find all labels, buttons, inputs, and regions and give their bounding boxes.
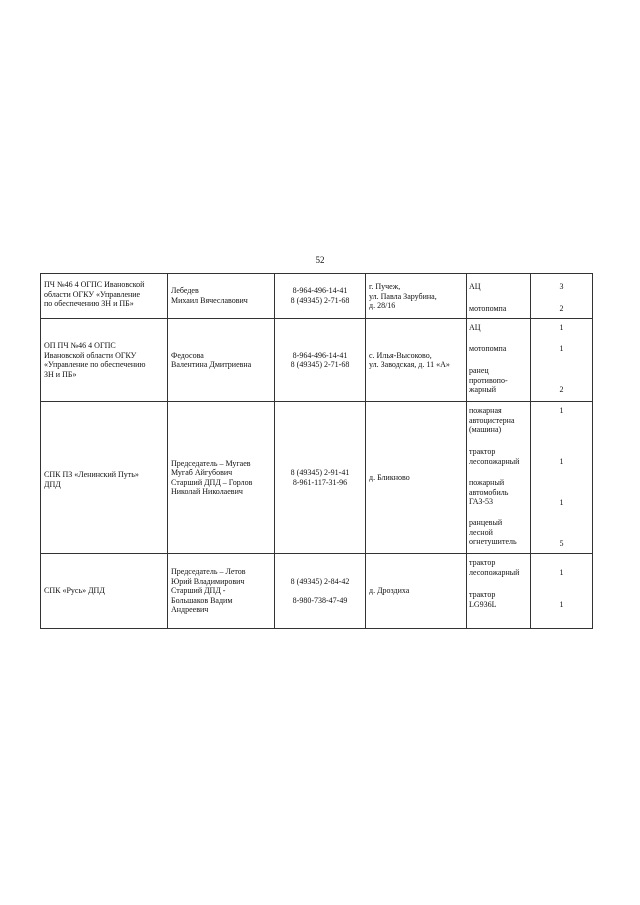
equipment-line: пожарная [469,406,502,415]
address-cell [366,274,467,319]
org-line: ПЧ №46 4 ОГПС Ивановской [44,280,145,289]
phone-cell [275,402,366,554]
phone-line: 8 (49345) 2-71-68 [290,295,350,305]
equipment-line: АЦ [469,323,481,332]
head-line: Большаков Вадим [171,595,233,605]
fire-units-table [40,273,593,629]
address-line: ул. Заводская, д. 11 «А» [369,360,450,369]
equipment-item [467,558,530,577]
equipment-line: трактор [469,558,496,567]
head-line: Лебедев [171,286,199,295]
equipment-count: 1 [559,600,564,609]
org-line: по обеспечению ЗН и ПБ» [44,299,134,308]
page-number: 52 [315,255,325,265]
address-cell [366,319,467,402]
org-cell [41,319,168,402]
head-line: Федосова [171,350,204,360]
equipment-line: автомобиль [469,487,509,497]
address-line: г. Пучеж, [369,282,401,291]
org-line: области ОГКУ «Управление [44,289,141,299]
org-line: ЗН и ПБ» [44,369,77,379]
equipment-line: огнетушитель [469,537,517,546]
head-line: Андреевич [171,605,209,615]
head-line: Председатель – Летов [171,567,246,577]
head-cell [168,319,275,402]
equipment-item [467,590,530,609]
address-line: ул. Павла Зарубина, [369,291,437,301]
equipment-line: трактор [469,590,496,599]
equipment-line: трактор [469,447,496,456]
equipment-item [467,344,530,354]
equipment-item [467,478,530,507]
equipment-item [467,323,530,333]
phone-line: 8-964-496-14-41 [292,286,348,295]
head-cell [168,402,275,554]
count-cell [531,402,593,554]
equipment-item [467,304,530,314]
count-cell [531,554,593,629]
address-cell [366,554,467,629]
phone-line: 8-961-117-31-96 [292,477,348,487]
address-line: д. 28/16 [369,301,396,310]
head-line: Старший ДПД – Горлов [171,477,253,487]
equipment-line: ГАЗ-53 [469,497,494,506]
table-row [41,402,593,554]
equipment-count: 1 [559,498,564,507]
equipment-item [467,282,530,292]
org-cell [41,402,168,554]
equipment-item [467,447,530,466]
equipment-item [467,406,530,435]
equipment-item [467,518,530,547]
table-row [41,319,593,402]
org-line: СПК ПЗ «Ленинский Путь» [44,470,139,479]
address-line: д. Дроздиха [369,586,410,596]
head-cell [168,274,275,319]
equipment-line: пожарный [469,478,505,487]
equipment-count: 1 [559,406,564,415]
head-line: Старший ДПД - [171,586,226,596]
equipment-count: 2 [559,385,564,394]
equipment-line: ранцевый [469,518,503,527]
equipment-line: лесопожарный [469,456,520,466]
equipment-line: АЦ [469,282,481,291]
head-line: Михаил Вячеславович [171,295,248,305]
phone-line: 8-964-496-14-41 [292,350,348,360]
equipment-item [467,366,530,395]
head-line: Председатель – Мугаев [171,458,251,468]
phone-line: 8 (49345) 2-84-42 [290,576,350,586]
equipment-cell [467,554,531,629]
count-cell [531,274,593,319]
equipment-line: (машина) [469,425,502,434]
phone-cell [275,319,366,402]
equipment-count: 1 [559,344,564,353]
phone-line: 8 (49345) 2-71-68 [290,360,350,369]
head-cell [168,554,275,629]
equipment-cell [467,402,531,554]
table-row [41,274,593,319]
org-line: ОП ПЧ №46 4 ОГПС [44,341,116,350]
equipment-line: жарный [469,385,497,394]
count-cell [531,319,593,402]
head-line: Валентина Дмитриевна [171,360,252,369]
head-line: Николай Николаевич [171,487,243,496]
equipment-line: лесопожарный [469,567,520,577]
org-line: «Управление по обеспечению [44,360,146,369]
equipment-line: лесной [469,527,493,537]
equipment-line: ранец [469,366,489,375]
head-line: Юрий Владимирович [171,576,245,586]
org-line: СПК «Русь» ДПД [44,586,105,596]
equipment-cell [467,319,531,402]
equipment-line: противопо- [469,375,508,385]
equipment-count: 3 [559,282,564,291]
address-line: с. Илья-Высоково, [369,350,432,360]
equipment-count: 1 [559,568,564,577]
org-line: ДПД [44,479,61,489]
equipment-line: LG936L [469,599,497,609]
equipment-count: 5 [559,539,564,548]
table-row [41,554,593,629]
equipment-cell [467,274,531,319]
phone-line: 8-980-738-47-49 [292,596,348,605]
address-cell [366,402,467,554]
phone-line: 8 (49345) 2-91-41 [290,468,350,477]
equipment-line: мотопомпа [469,304,507,313]
equipment-line: автоцистерна [469,415,515,425]
address-line: д. Бликново [369,472,410,482]
phone-cell [275,274,366,319]
phone-cell [275,554,366,629]
equipment-count: 1 [559,323,564,332]
org-cell [41,554,168,629]
org-cell [41,274,168,319]
equipment-line: мотопомпа [469,344,507,353]
equipment-count: 2 [559,304,564,313]
head-line: Мугаб Айгубович [171,468,233,477]
org-line: Ивановской области ОГКУ [44,350,137,360]
equipment-count: 1 [559,457,564,466]
